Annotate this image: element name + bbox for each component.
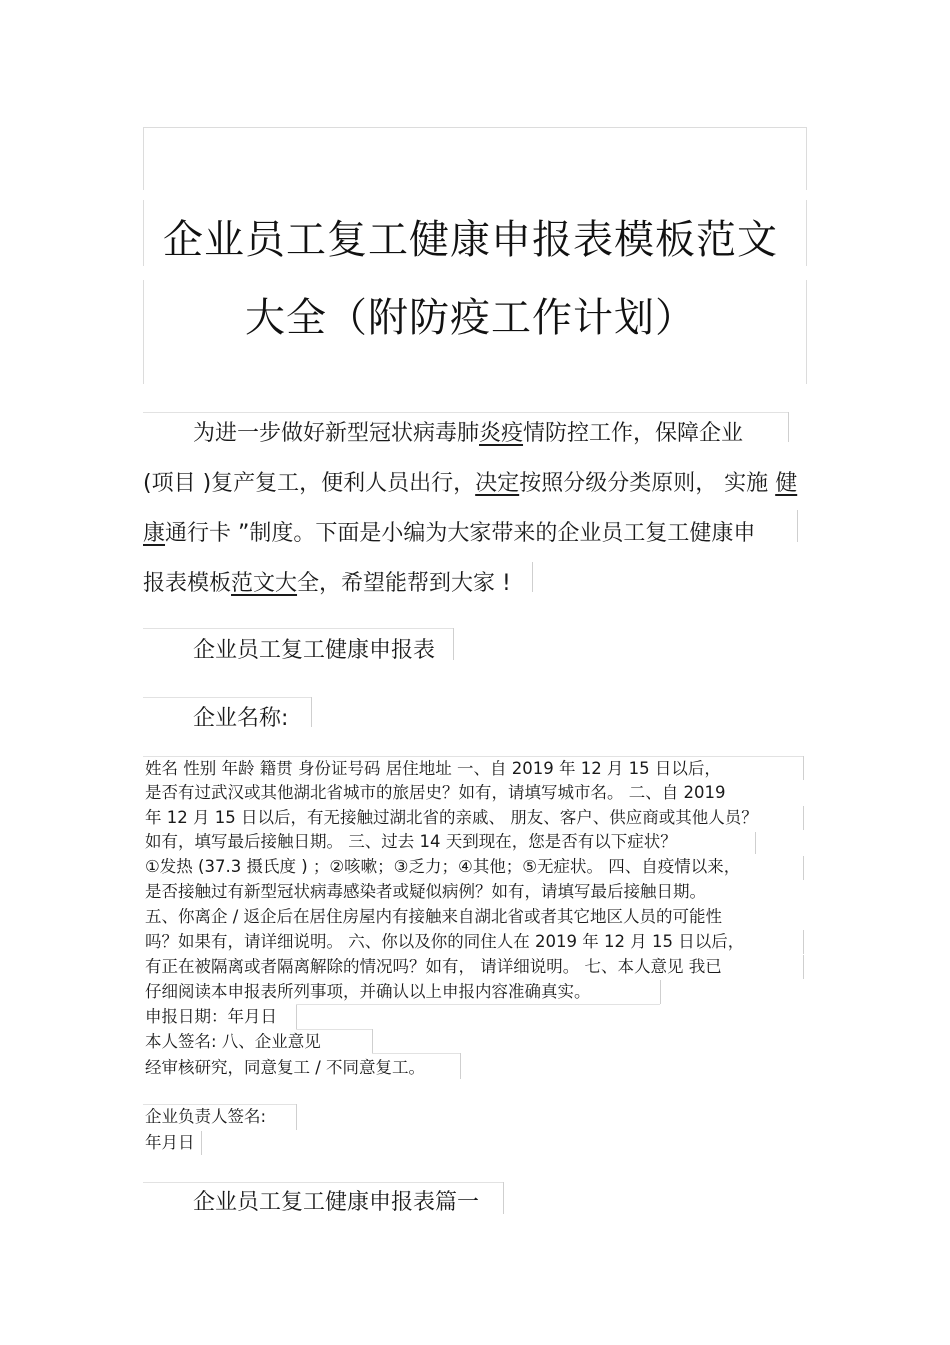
intro-line-2: (项目 )复产复工，便利人员出行，决定按照分级分类原则， 实施 健 — [143, 471, 798, 496]
form-line-10: 仔细阅读本申报表所列事项，并确认以上申报内容准确真实。 — [145, 982, 591, 1001]
frame-line — [296, 1005, 297, 1029]
frame-line — [532, 562, 533, 592]
frame-line — [755, 832, 756, 854]
intro-line-3: 康通行卡 ”制度。下面是小编为大家带来的企业员工复工健康申 — [143, 521, 756, 546]
section-heading: 企业员工复工健康申报表 — [193, 638, 436, 663]
frame-line — [296, 1004, 660, 1005]
frame-line — [143, 200, 144, 266]
page-title-line-1: 企业员工复工健康申报表模板范文 — [163, 217, 778, 263]
company-name-label: 企业名称: — [193, 706, 289, 731]
self-signature: 本人签名: 八、企业意见 — [145, 1032, 321, 1051]
intro-line-1: 为进一步做好新型冠状病毒肺炎疫情防控工作，保障企业 — [193, 421, 744, 446]
page-title-line-2: 大全（附防疫工作计划） — [245, 295, 696, 341]
frame-line — [143, 412, 788, 413]
form-line-8: 吗？如果有，请详细说明。 六、你以及你的同住人在 2019 年 12 月 15 日以后， — [145, 932, 745, 951]
form-line-2: 是否有过武汉或其他湖北省城市的旅居史？如有，请填写城市名。 二、自 2019 — [145, 783, 726, 802]
frame-line — [806, 200, 807, 266]
frame-line — [803, 856, 804, 880]
frame-line — [143, 127, 806, 128]
frame-line — [503, 1182, 504, 1214]
section-heading-2: 企业员工复工健康申报表篇一 — [193, 1190, 480, 1215]
frame-line — [803, 806, 804, 830]
frame-line — [788, 412, 789, 442]
frame-line — [797, 510, 798, 542]
frame-line — [806, 280, 807, 384]
frame-line — [143, 628, 453, 629]
frame-line — [296, 1104, 297, 1130]
form-line-7: 五、你离企 / 返企后在居住房屋内有接触来自湖北省或者其它地区人员的可能性 — [145, 907, 723, 926]
form-line-5: ①发热 (37.3 摄氏度 ) ；②咳嗽；③乏力；④其他；⑤无症状。 四、自疫情以来， — [145, 857, 741, 876]
frame-line — [372, 1029, 373, 1053]
form-line-6: 是否接触过有新型冠状病毒感染者或疑似病例？如有，请填写最后接触日期。 — [145, 882, 706, 901]
frame-line — [460, 1053, 461, 1079]
frame-line — [806, 127, 807, 190]
frame-line — [143, 1182, 503, 1183]
frame-line — [803, 930, 804, 954]
frame-line — [372, 1053, 460, 1054]
form-line-4: 如有，填写最后接触日期。 三、过去 14 天到现在，您是否有以下症状？ — [145, 832, 677, 851]
frame-line — [803, 756, 804, 780]
frame-line — [201, 1131, 202, 1155]
frame-line — [311, 697, 312, 727]
form-line-9: 有正在被隔离或者隔离解除的情况吗？如有， 请详细说明。 七、本人意见 我已 — [145, 957, 722, 976]
frame-line — [143, 127, 144, 190]
frame-line — [143, 280, 144, 384]
approval-text: 经审核研究，同意复工 / 不同意复工。 — [145, 1058, 426, 1077]
frame-line — [453, 628, 454, 660]
frame-line — [143, 697, 311, 698]
form-line-1: 姓名 性别 年龄 籍贯 身份证号码 居住地址 一、自 2019 年 12 月 15 日以后， — [145, 759, 721, 778]
declare-date: 申报日期：年月日 — [145, 1007, 277, 1026]
leader-signature: 企业负责人签名: — [145, 1107, 267, 1126]
frame-line — [660, 980, 661, 1004]
sign-date: 年月日 — [145, 1133, 195, 1152]
form-line-3: 年 12 月 15 日以后，有无接触过湖北省的亲戚、 朋友、客户、供应商或其他人员？ — [145, 808, 758, 827]
intro-line-4: 报表模板范文大全，希望能帮到大家 ! — [143, 571, 511, 596]
frame-line — [803, 955, 804, 979]
